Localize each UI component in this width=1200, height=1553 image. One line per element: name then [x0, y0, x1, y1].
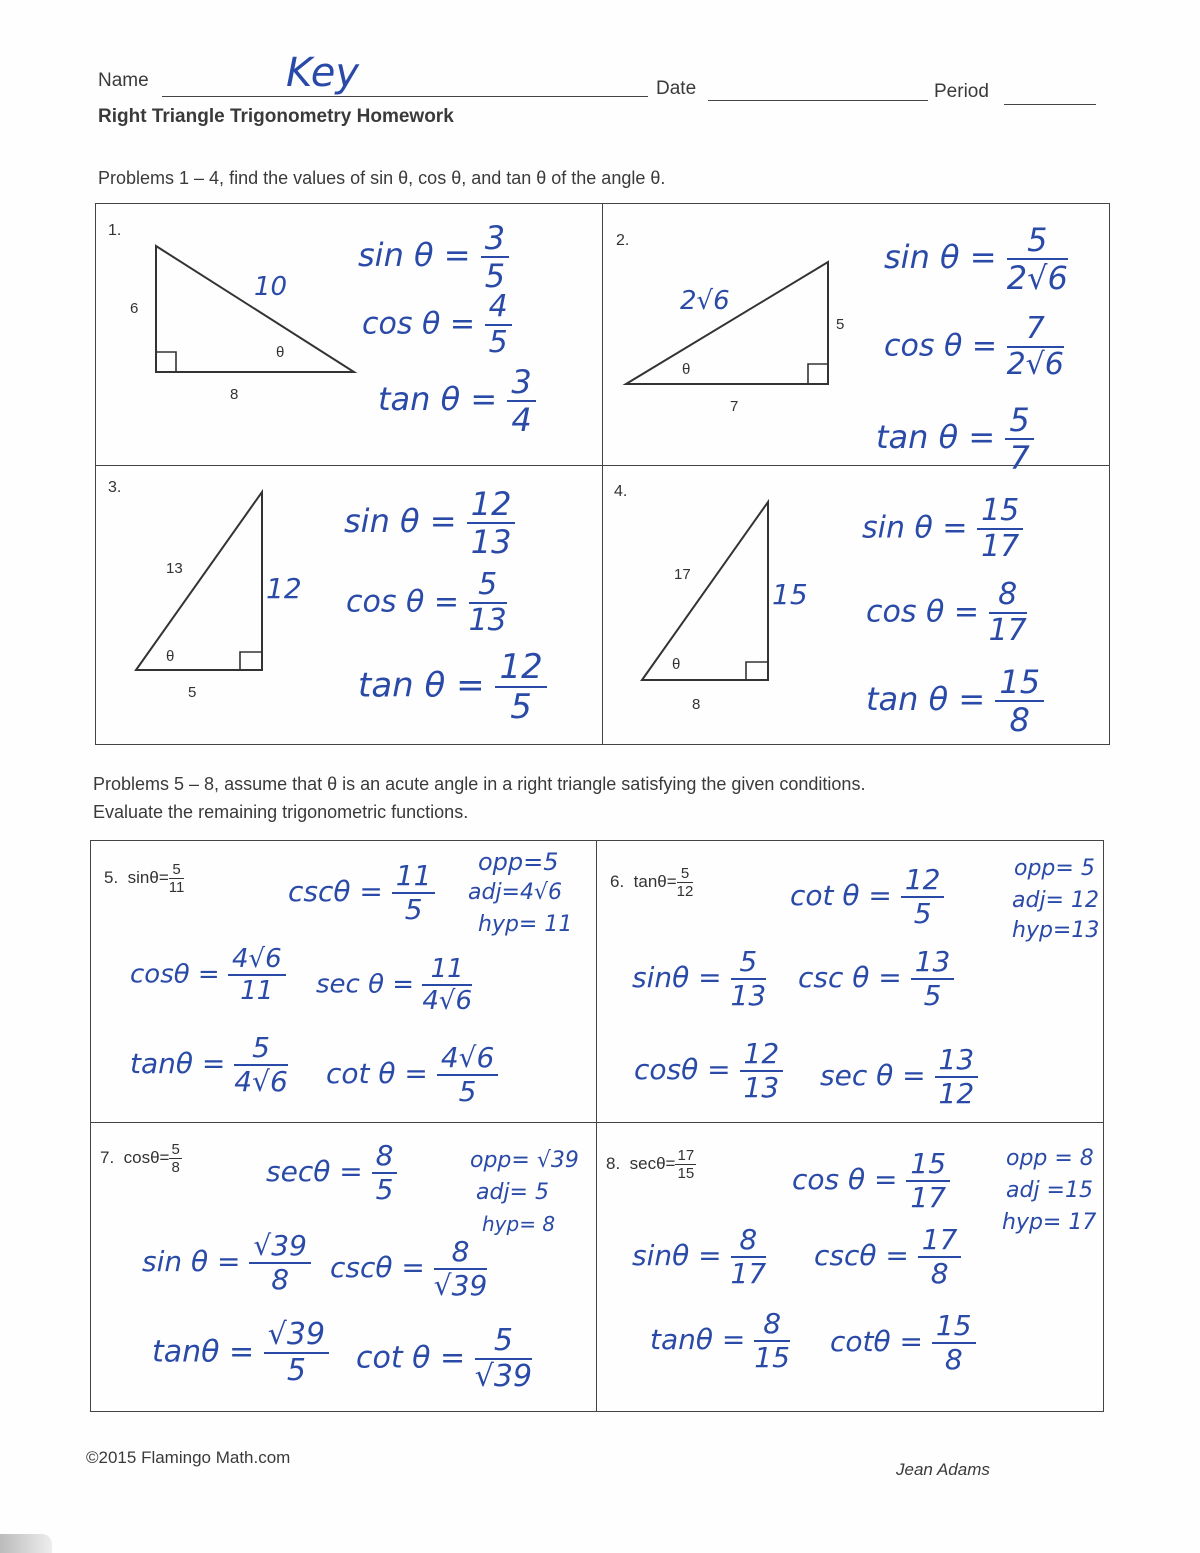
csc-answer: csc θ = $\frac{13}{5}$ — [798, 948, 954, 1010]
cot-answer: cot θ = $\frac{12}{5}$ — [790, 866, 944, 928]
note-hyp: hyp= 17 — [1002, 1210, 1097, 1235]
sin-answer: sin θ = $\frac{√39}{8}$ — [142, 1232, 311, 1294]
cot-answer: cotθ = $\frac{15}{8}$ — [830, 1312, 976, 1374]
part2-instructions-line1: Problems 5 – 8, assume that θ is an acute angle in a right triangle satisfying the given conditions. — [93, 774, 866, 794]
problem-number: 1. — [108, 222, 122, 239]
angle-theta: θ — [166, 648, 175, 665]
tan-answer: tan θ = $\frac{5}{7}$ — [876, 404, 1034, 474]
cot-answer: cot θ = $\frac{4√6}{5}$ — [326, 1044, 498, 1106]
tan-answer: tan θ = $\frac{12}{5}$ — [358, 650, 547, 724]
note-hyp: hyp= 11 — [478, 912, 573, 937]
sin-answer: sin θ = $\frac{3}{5}$ — [358, 222, 509, 292]
csc-answer: cscθ = $\frac{11}{5}$ — [288, 862, 435, 924]
cos-answer: cos θ = $\frac{5}{13}$ — [346, 567, 507, 638]
tan-answer: tan θ = $\frac{3}{4}$ — [378, 366, 536, 436]
sin-answer: sin θ = $\frac{5}{2√6}$ — [884, 221, 1068, 297]
side-label: 13 — [166, 560, 183, 577]
date-line — [708, 100, 928, 101]
grid-divider-v — [596, 841, 597, 1411]
side-label: 12 — [266, 572, 302, 605]
grid-divider-v — [602, 204, 603, 744]
given-condition: 8. secθ= $\frac{17}{15}$ — [606, 1147, 695, 1182]
triangle-diagram — [130, 486, 270, 676]
cos-answer: cos θ = $\frac{7}{2√6}$ — [884, 311, 1064, 382]
tan-answer: tanθ = $\frac{8}{15}$ — [650, 1307, 790, 1374]
angle-theta: θ — [276, 344, 285, 361]
cot-answer: cot θ = $\frac{5}{√39}$ — [356, 1323, 533, 1394]
sin-answer: sinθ = $\frac{8}{17}$ — [632, 1223, 767, 1290]
side-label: 17 — [674, 566, 691, 583]
triangle-diagram — [620, 256, 835, 390]
period-label: Period — [934, 81, 989, 102]
cos-answer: cos θ = $\frac{4}{5}$ — [362, 292, 512, 358]
cos-answer: cos θ = $\frac{15}{17}$ — [792, 1150, 950, 1212]
note-adj: adj=4√6 — [468, 880, 563, 905]
part1-instructions: Problems 1 – 4, find the values of sin θ, cos θ, and tan θ of the angle θ. — [98, 168, 666, 188]
note-opp: opp= √39 — [470, 1148, 579, 1173]
csc-answer: cscθ = $\frac{17}{8}$ — [814, 1226, 961, 1288]
side-label: 6 — [130, 300, 139, 317]
scan-shadow — [0, 1534, 52, 1553]
side-label: 8 — [230, 386, 239, 403]
side-label: 2√6 — [680, 286, 730, 316]
note-adj: adj= 5 — [476, 1180, 549, 1205]
date-label: Date — [656, 78, 697, 99]
angle-theta: θ — [682, 361, 691, 378]
name-line — [162, 96, 648, 97]
problem-number: 3. — [108, 479, 122, 496]
part2-instructions-line2: Evaluate the remaining trigonometric functions. — [93, 802, 469, 822]
problem-number: 2. — [616, 232, 630, 249]
cos-answer: cosθ = $\frac{4√6}{11}$ — [130, 946, 286, 1004]
given-condition: 7. cosθ= $\frac{5}{8}$ — [100, 1141, 180, 1176]
tan-answer: tanθ = $\frac{√39}{5}$ — [152, 1320, 329, 1386]
note-opp: opp = 8 — [1006, 1146, 1094, 1171]
given-condition: 5. sinθ= $\frac{5}{11}$ — [104, 861, 185, 896]
period-line — [1004, 104, 1096, 105]
sin-answer: sinθ = $\frac{5}{13}$ — [632, 945, 767, 1012]
cos-answer: cosθ = $\frac{12}{13}$ — [634, 1040, 783, 1102]
side-label: 8 — [692, 696, 701, 713]
note-hyp: hyp=13 — [1012, 918, 1100, 943]
note-adj: adj =15 — [1006, 1178, 1093, 1203]
name-label: Name — [98, 70, 149, 91]
sin-answer: sin θ = $\frac{15}{17}$ — [862, 496, 1023, 562]
note-adj: adj= 12 — [1012, 888, 1099, 913]
note-hyp: hyp= 8 — [482, 1212, 556, 1236]
grid-divider-h — [91, 1122, 1103, 1123]
author: Jean Adams — [896, 1460, 990, 1479]
name-value: Key — [286, 50, 360, 96]
tan-answer: tanθ = $\frac{5}{4√6}$ — [130, 1031, 288, 1098]
side-label: 5 — [836, 316, 845, 333]
cos-answer: cos θ = $\frac{8}{17}$ — [866, 577, 1027, 648]
sec-answer: sec θ = $\frac{11}{4√6}$ — [316, 954, 472, 1016]
note-opp: opp= 5 — [1014, 856, 1095, 881]
tan-answer: tan θ = $\frac{15}{8}$ — [866, 666, 1044, 736]
problem-number: 4. — [614, 483, 628, 500]
side-label: 15 — [772, 578, 808, 611]
copyright: ©2015 Flamingo Math.com — [86, 1448, 291, 1467]
triangle-diagram — [636, 496, 776, 686]
csc-answer: cscθ = $\frac{8}{√39}$ — [330, 1235, 488, 1302]
sec-answer: secθ = $\frac{8}{5}$ — [266, 1142, 397, 1204]
sin-answer: sin θ = $\frac{12}{13}$ — [344, 488, 515, 558]
side-label: 10 — [254, 272, 288, 302]
note-opp: opp=5 — [478, 848, 559, 876]
side-label: 7 — [730, 398, 739, 415]
page-title: Right Triangle Trigonometry Homework — [98, 106, 454, 127]
angle-theta: θ — [672, 656, 681, 673]
triangle-diagram — [150, 240, 360, 380]
sec-answer: sec θ = $\frac{13}{12}$ — [820, 1046, 978, 1108]
side-label: 5 — [188, 684, 197, 701]
given-condition: 6. tanθ= $\frac{5}{12}$ — [610, 865, 694, 900]
